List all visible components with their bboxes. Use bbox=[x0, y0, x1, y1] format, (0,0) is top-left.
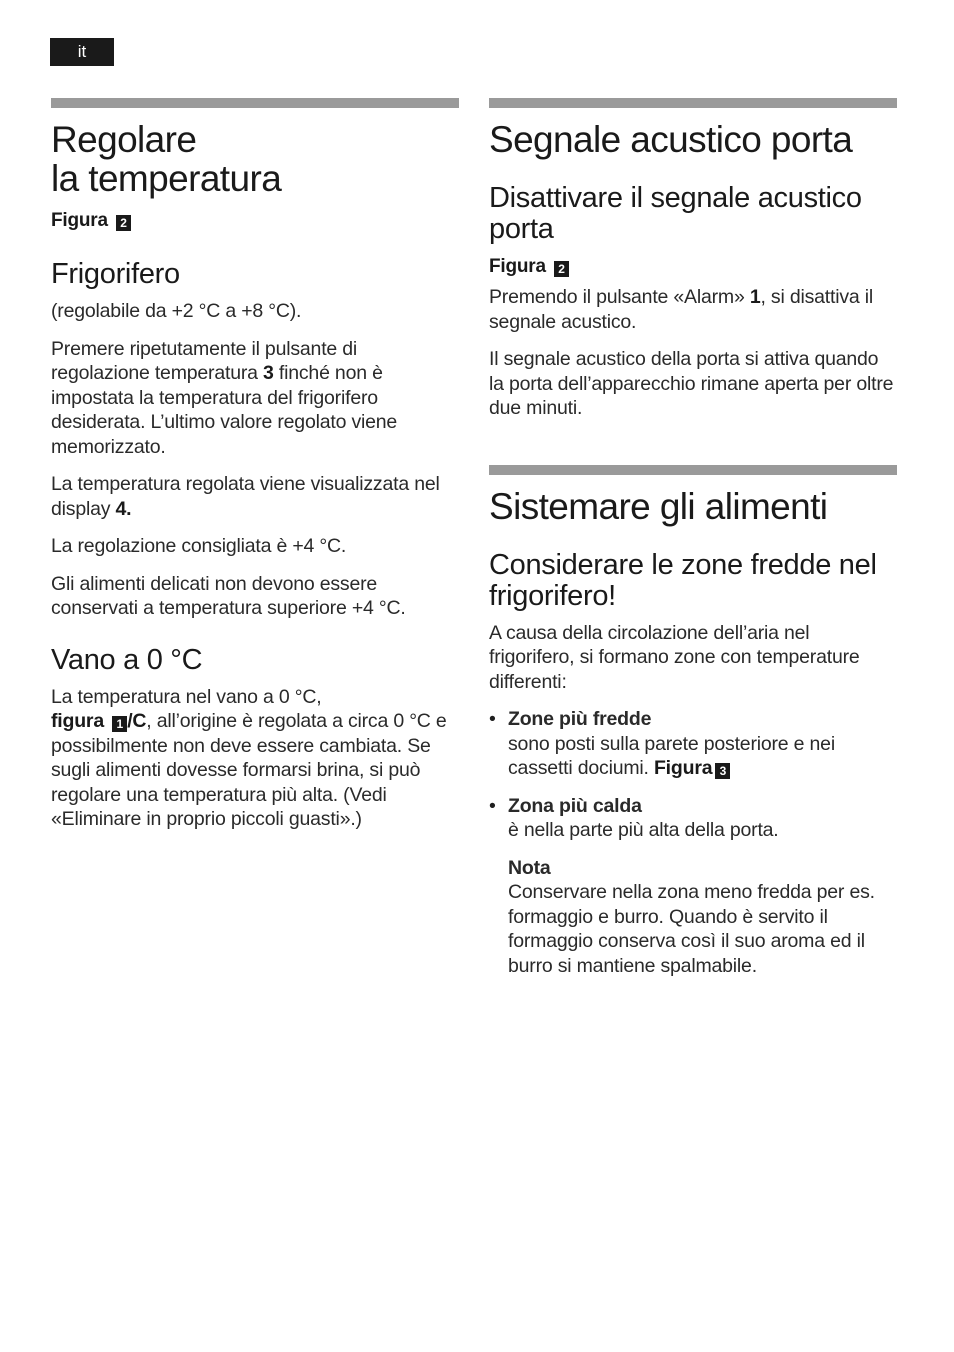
frigo-paragraph-4: Gli alimenti delicati non devono essere conservati a temperatura superiore +4 °C. bbox=[51, 572, 406, 619]
figure-number-badge: 1 bbox=[112, 716, 127, 732]
vano-paragraph: La temperatura nel vano a 0 °C, figura 1 /C, all’origine è regolata a circa 0 °C e possibilmente non deve essere cambiata. Se sugli alimenti dovesse formarsi brina, si può regolare una temperatura più alta. (Vedi «Eliminare in proprio piccoli guasti».) bbox=[51, 685, 447, 830]
section-title-temperature: Regolare la temperatura bbox=[51, 119, 282, 199]
figure-number-badge: 2 bbox=[554, 261, 569, 277]
frigo-paragraph-3: La regolazione consigliata è +4 °C. bbox=[51, 535, 347, 557]
section-rule bbox=[51, 98, 459, 108]
frigo-paragraph-2: La temperatura regolata viene visualizzata nel display 4. bbox=[51, 473, 440, 520]
subheading-cold-zones: Considerare le zone fredde nel frigorifero! bbox=[489, 548, 877, 612]
right-column bbox=[489, 98, 897, 978]
frigo-paragraph-1: Premere ripetutamente il pulsante di regolazione temperatura 3 finché non è impostata la temperatura del frigorifero desiderata. L’ultimo valore regolato viene memorizzato. bbox=[51, 337, 398, 458]
list-item: • Zona più calda è nella parte più alta della porta. bbox=[489, 794, 779, 841]
figure-number-badge: 3 bbox=[715, 763, 730, 779]
figure-reference: Figura 2 bbox=[51, 209, 459, 233]
figure-reference: Figura 2 bbox=[489, 255, 897, 279]
bullet: • bbox=[489, 708, 496, 730]
section-rule bbox=[489, 98, 897, 108]
language-tab: it bbox=[50, 38, 114, 66]
note-title: Nota bbox=[508, 856, 551, 879]
subheading-vano: Vano a 0 °C bbox=[51, 643, 203, 676]
foods-intro: A causa della circolazione dell’aria nel frigorifero, si formano zone con temperature differenti: bbox=[489, 621, 860, 693]
subheading-disable-signal: Disattivare il segnale acustico porta bbox=[489, 182, 862, 245]
section-title-door-signal: Segnale acustico porta bbox=[489, 119, 853, 160]
section-rule bbox=[489, 465, 897, 475]
signal-paragraph-1: Premendo il pulsante «Alarm» 1, si disattiva il segnale acustico. bbox=[489, 286, 874, 333]
frigo-range: (regolabile da +2 °C a +8 °C). bbox=[51, 300, 302, 322]
note-text: Conservare nella zona meno fredda per es. formaggio e burro. Quando è servito il formaggio conserva così il suo aroma ed il burro si mantiene spalmabile. bbox=[508, 881, 875, 977]
signal-paragraph-2: Il segnale acustico della porta si attiva quando la porta dell’apparecchio rimane aperta per oltre due minuti. bbox=[489, 348, 894, 419]
section-title-foods: Sistemare gli alimenti bbox=[489, 485, 828, 527]
figure-number-badge: 2 bbox=[116, 215, 131, 231]
left-column bbox=[51, 98, 459, 832]
bullet: • bbox=[489, 794, 496, 817]
list-item: • Zone più fredde sono posti sulla parete posteriore e nei cassetti dociumi. Figura 3 bbox=[489, 708, 835, 779]
note-block bbox=[489, 856, 897, 979]
subheading-frigorifero: Frigorifero bbox=[51, 258, 180, 290]
